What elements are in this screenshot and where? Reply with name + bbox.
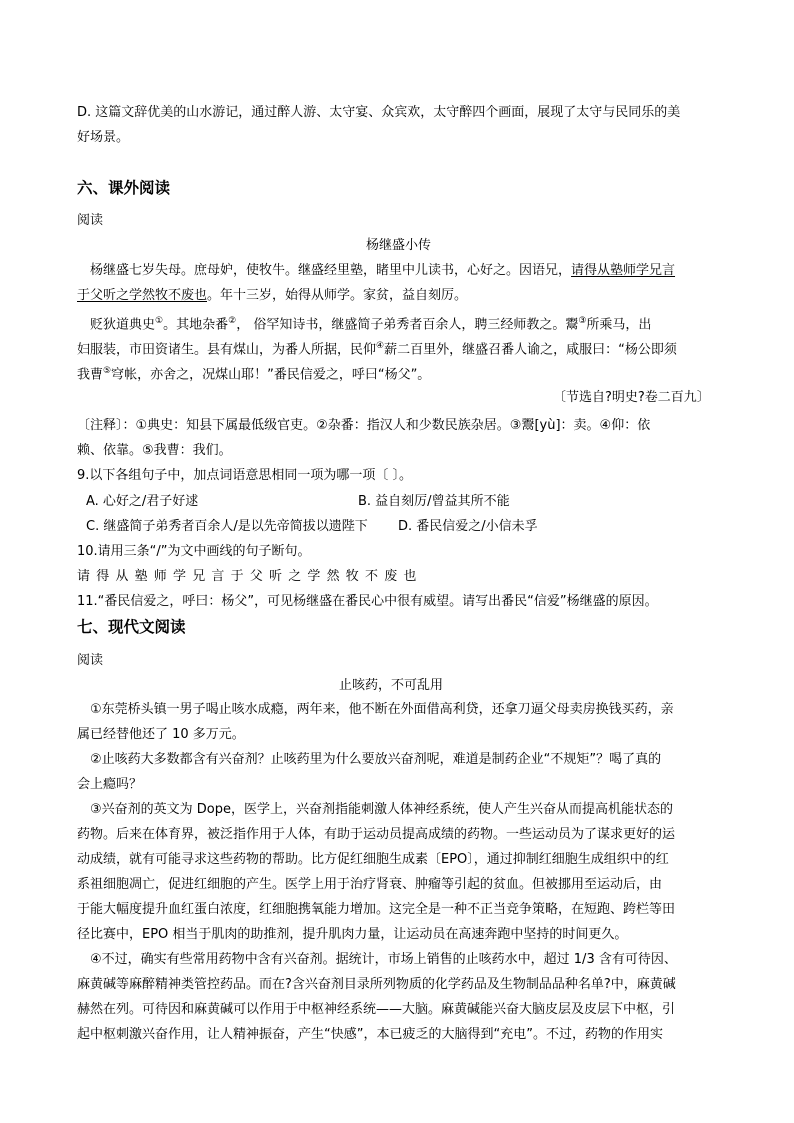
passage-source: 〔节选自?明史?卷二百九〕: [553, 390, 710, 405]
p2-text-f: 薪二百里外，继盛召番人谕之，咸服曰：“杨公即须: [384, 342, 677, 358]
footnote-ref-3: ③: [578, 316, 587, 326]
passage-p2-line-3: [77, 363, 430, 383]
footnote-ref-5: ⑤: [103, 366, 112, 376]
question-9-option-c: C. 继盛简子弟秀者百余人/是以先帝简拔以遗陛下: [86, 519, 368, 534]
notes-line-2: 赖、依靠。⑤我曹：我们。: [77, 443, 232, 458]
s7-line-9: 径比赛中，EPO 相当于肌肉的助推剂，提升肌肉力量，让运动员在高速奔跑中坚持的时间更久。: [77, 927, 628, 942]
s7-line-11: 麻黄碱等麻醉精神类管控药品。而在?含兴奋剂目录所列物质的化学药品及生物制品品种名单?中，麻黄碱: [77, 977, 676, 992]
p2-text-g: 我曹: [77, 367, 104, 383]
question-9-option-d: D. 番民信爱之/小信未孚: [398, 519, 538, 534]
passage-p1-line-1: [90, 263, 675, 279]
passage-title-cough: 止咳药，不可乱用: [339, 678, 444, 693]
question-9-option-b: B. 益自刻厉/曾益其所不能: [358, 494, 510, 509]
passage-p1-line-2: [77, 288, 467, 304]
p2-text-e: 妇服装，市田资诸生。县有煤山，为番人所据，民仰: [77, 342, 377, 358]
section-6-heading: 六、课外阅读: [77, 179, 171, 197]
option-d-line-2: 好场景。: [77, 130, 130, 145]
section-7-heading: 七、现代文阅读: [77, 618, 186, 636]
s7-line-3: 会上瘾吗？: [77, 777, 143, 792]
s7-line-8: 于能大幅度提升血红蛋白浓度，红细胞携氧能力增加。这完全是一种不正当竞争策略，在短跑、跨栏等田: [77, 902, 676, 917]
s7-line-7: 系祖细胞凋亡，促进红细胞的产生。医学上用于治疗肾衰、肿瘤等引起的贫血。但被挪用至运动后，由: [77, 877, 663, 892]
p2-text-c: ， 俗罕知诗书，继盛简子弟秀者百余人，聘三经师教之。鬻: [236, 317, 579, 333]
notes-line-1: 〔注释〕：①典史：知县下属最低级官吏。②杂番：指汉人和少数民族杂居。③鬻[yù]：卖。④仰：依: [77, 418, 651, 433]
passage-p1-text: 杨继盛七岁失母。庶母妒，使牧牛。继盛经里塾，睹里中儿读书，心好之。因语兄，: [90, 263, 572, 278]
s7-line-1: 属已经替他还了 10 多万元。: [77, 727, 245, 742]
passage-p2-line-1: [90, 313, 651, 333]
s7-line-10: ④不过，确实有些常用药物中含有兴奋剂。据统计，市场上销售的止咳药水中，超过 1/3 含有可待因、: [90, 952, 677, 967]
passage-p2-line-2: [77, 338, 677, 358]
question-9: 9.以下各组句子中，加点词语意思相同一项为哪一项〔 〕。: [77, 468, 413, 483]
footnote-ref-1: ①: [155, 316, 164, 326]
s7-line-0: ①东莞桥头镇一男子喝止咳水成瘾，两年来，他不断在外面借高利贷，还拿刀逼父母卖房换钱买药，亲: [90, 702, 674, 717]
footnote-ref-2: ②: [228, 316, 237, 326]
underlined-sentence-part1: 请得从塾师学兄言: [571, 263, 676, 278]
p2-text-h: 穹帐，亦舍之，况煤山耶！”番民信爱之，呼曰“杨父”。: [111, 367, 431, 383]
s7-line-4: ③兴奋剂的英文为 Dope，医学上，兴奋剂指能刺激人体神经系统，使人产生兴奋从而提高机能状态的: [90, 802, 674, 817]
underlined-sentence-part2: 于父听之学然牧不废也: [77, 288, 208, 303]
question-10: 10.请用三条“/”为文中画线的句子断句。: [77, 544, 311, 559]
p2-text-a: 贬狄道典史: [90, 317, 156, 333]
question-9-option-a: A. 心好之/君子好逑: [86, 494, 199, 509]
p2-text-b: 。其地杂番: [163, 317, 229, 333]
question-10-sentence: 请得从塾师学兄言于父听之学然牧不废也: [77, 569, 423, 584]
section-6-read-label: 阅读: [77, 213, 104, 228]
p2-text-d: 所乘马，出: [586, 317, 652, 333]
s7-line-5: 药物。后来在体育界，被泛指作用于人体，有助于运动员提高成绩的药物。一些运动员为了谋求更好的运: [77, 827, 676, 842]
question-11: 11.“番民信爱之，呼曰：杨父”，可见杨继盛在番民心中很有威望。请写出番民“信爱”杨继盛的原因。: [77, 594, 658, 609]
s7-line-2: ②止咳药大多数都含有兴奋剂？止咳药里为什么要放兴奋剂呢，难道是制药企业“不规矩”？喝了真的: [90, 752, 662, 767]
s7-line-12: 赫然在列。可待因和麻黄碱可以作用于中枢神经系统——大脑。麻黄碱能兴奋大脑皮层及皮层下中枢，引: [77, 1002, 676, 1017]
passage-title-yang: 杨继盛小传: [366, 238, 432, 253]
passage-p1-text-2: 。年十三岁，始得从师学。家贫，益自刻厉。: [207, 288, 468, 303]
option-d-line-1: D. 这篇文辞优美的山水游记，通过醉人游、太守宴、众宾欢，太守醉四个画面，展现了太守与民同乐的美: [77, 105, 681, 120]
s7-line-6: 动成绩，就有可能寻求这些药物的帮助。比方促红细胞生成素〔EPO〕，通过抑制红细胞生成组织中的红: [77, 852, 669, 867]
footnote-ref-4: ④: [376, 341, 385, 351]
section-7-read-label: 阅读: [77, 653, 104, 668]
s7-line-13: 起中枢刺激兴奋作用，让人精神振奋，产生“快感”，本已疲乏的大脑得到“充电”。不过，药物的作用实: [77, 1027, 663, 1042]
